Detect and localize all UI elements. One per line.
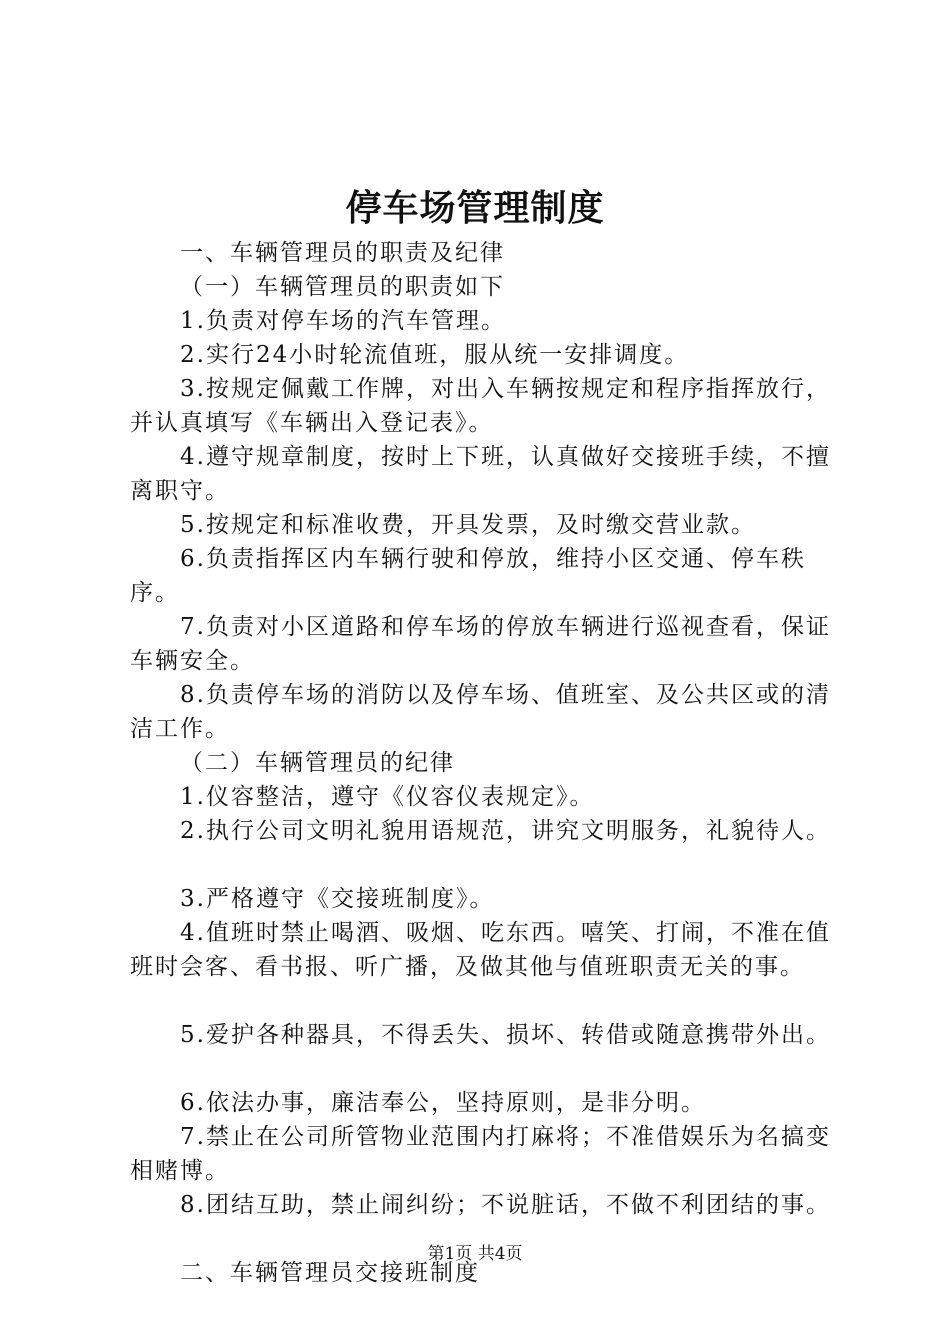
list-item: 8.负责停车场的消防以及停车场、值班室、及公共区或的清洁工作。 xyxy=(130,682,831,742)
list-item: 6.负责指挥区内车辆行驶和停放，维持小区交通、停车秩序。 xyxy=(130,546,806,606)
section-heading: 二、车辆管理员交接班制度 xyxy=(180,1260,480,1286)
list-item: 3.严格遵守《交接班制度》。 xyxy=(180,886,495,912)
list-item: 5.爱护各种器具，不得丢失、损坏、转借或随意携带外出。 xyxy=(180,1022,831,1048)
list-item: 7.禁止在公司所管物业范围内打麻将；不准借娱乐为名搞变相赌博。 xyxy=(130,1124,831,1184)
document-body xyxy=(130,236,850,1290)
list-item: 1.负责对停车场的汽车管理。 xyxy=(180,308,506,334)
list-item: 5.按规定和标准收费，开具发票，及时缴交营业款。 xyxy=(180,512,756,538)
list-item: 8.团结互助，禁止闹纠纷；不说脏话，不做不利团结的事。 xyxy=(180,1192,831,1218)
section-heading: 一、车辆管理员的职责及纪律 xyxy=(180,240,505,266)
list-item: 4.值班时禁止喝酒、吸烟、吃东西。嘻笑、打闹，不准在值班时会客、看书报、听广播，及做其他与值班职责无关的事。 xyxy=(130,920,831,980)
subsection-heading: （一）车辆管理员的职责如下 xyxy=(180,274,505,300)
list-item: 6.依法办事，廉洁奉公，坚持原则，是非分明。 xyxy=(180,1090,706,1116)
list-item: 4.遵守规章制度，按时上下班，认真做好交接班手续，不擅离职守。 xyxy=(130,444,831,504)
document-title: 停车场管理制度 xyxy=(345,187,605,229)
list-item: 2.实行24小时轮流值班，服从统一安排调度。 xyxy=(180,342,690,368)
list-item: 3.按规定佩戴工作牌，对出入车辆按规定和程序指挥放行，并认真填写《车辆出入登记表》。 xyxy=(130,376,831,436)
list-item: 2.执行公司文明礼貌用语规范，讲究文明服务，礼貌待人。 xyxy=(180,818,831,844)
page-footer: 第1页 共4页 xyxy=(427,1244,523,1264)
subsection-heading: （二）车辆管理员的纪律 xyxy=(180,750,455,776)
list-item: 7.负责对小区道路和停车场的停放车辆进行巡视查看，保证车辆安全。 xyxy=(130,614,831,674)
list-item: 1.仪容整洁，遵守《仪容仪表规定》。 xyxy=(180,784,595,810)
